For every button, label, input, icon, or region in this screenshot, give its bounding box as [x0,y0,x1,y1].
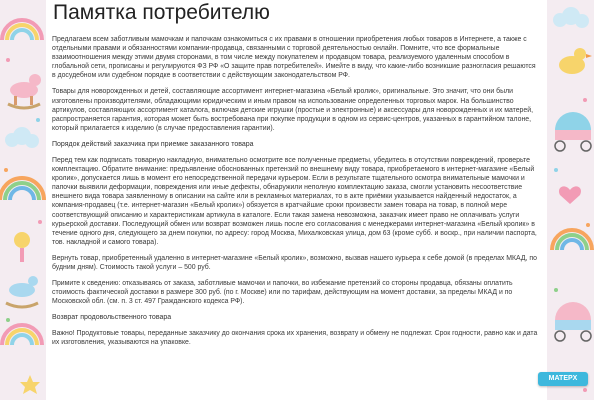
section-heading-food-return: Возврат продовольственного товара [52,314,172,322]
section-heading-acceptance: Порядок действий заказчика при приемке заказанного товара [52,140,254,148]
right-pattern-strip [547,0,594,400]
content-panel [46,0,547,400]
food-return-paragraph: Важно! Продуктовые товары, переданные заказчику до окончания срока их хранения, возврату и обмену не подлежат. Срок годности, равно как и дата их изготовления, указываются на упаковке. [52,330,538,347]
corner-badge[interactable]: MATEPX [538,372,588,386]
refusal-paragraph: Примите к сведению: отказываясь от заказа, заботливые мамочки и папочки, во избежание претензий со стороны продавца, обязаны оплатить стоимость фактической доставки в размере 300 руб. (по г. Москве) или по тарифам, действующим на момент доставки, за пределы МКАД и по Московской обл. (см. п. 3 ст. 497 Гражданского кодекса РФ). [52,280,513,306]
page-title: Памятка потребителю [53,1,270,24]
acceptance-paragraph: Перед тем как подписать товарную накладную, внимательно осмотрите все полученные предметы, убедитесь в отсутствии повреждений, проверьте комплектацию. Обратите внимание: предъявление обоснованных претензий по внешнему виду товара, приобретаемого в интернет-магазине «Белый кролик», допускается лишь в момент его непосредственной передачи курьером. Если в результате тщательного осмотра внимательные мамочки и папочки выявили деформации, повреждения или иные дефекты, обнаружили неполную комплектацию заказа, смогли установить несоответствие внешнего вида товара заявленному в описании на сайте или в рекламных материалах, то в акте приёмки указывается найденный недостаток, а компания-продавец (т.е. интернет-магазин «Белый кролик») обязуется в кратчайшие сроки произвести замен товара на товар, в полной мере соответствующий описанию и характеристикам артикула в каталоге. Если такая замена невозможна, заказчик имеет право не оплачивать услуги курьерской доставки. Последующий обмен или возврат возможен лишь после его согласования с менеджерами интернет-магазина «Белый кролик» в течение одного дня, следующего за днем покупки, по адресу: город Москва, Михалковская улица, дом 63 (кроме субб. и воскр., при наличии паспорта, тов. накладной и самого товара). [52,156,537,246]
return-courier-paragraph: Вернуть товар, приобретенный удаленно в интернет-магазине «Белый кролик», возможно, вызвав нашего курьера к себе домой (в пределах МКАД, по будним дням). Стоимость такой услуги – 500 руб. [52,254,537,271]
originality-paragraph: Товары для новорожденных и детей, составляющие ассортимент интернет-магазина «Белый кролик», оригинальные. Это значит, что они были изготовлены производителями, обладающими юридическим и иным правом на использование определенных торговых марок. На большинство артикулов, составляющих ассортимент каталога, включая детские игрушки (простые и электронные) и аксессуары для новорожденных и их матерей, распространяется гарантия, которая может быть востребована при покупке продукции в одном из сервис-центров, указанных в гарантийном талоне, который прилагается к изделию (в случае предоставления гарантии). [52,88,533,132]
left-pattern-strip [0,0,46,400]
intro-paragraph: Предлагаем всем заботливым мамочкам и папочкам ознакомиться с их правами в отношении приобретения любых товаров в Интернете, а также с отдельными правами и обязанностями компании-продавца, связанными с торговой деятельностью онлайн. Помните, что все формальные взаимоотношения между этими двумя сторонами, в том числе между покупателем и продавцом товара, реализуемого удаленным способом в глобальной сети, прописаны и регулируются ФЗ РФ «О защите прав потребителей». Имейте в виду, что какие-либо возникшие разногласия решаются в досудебном или судебном порядке в соответствии с действующим законодательством РФ. [52,36,536,80]
